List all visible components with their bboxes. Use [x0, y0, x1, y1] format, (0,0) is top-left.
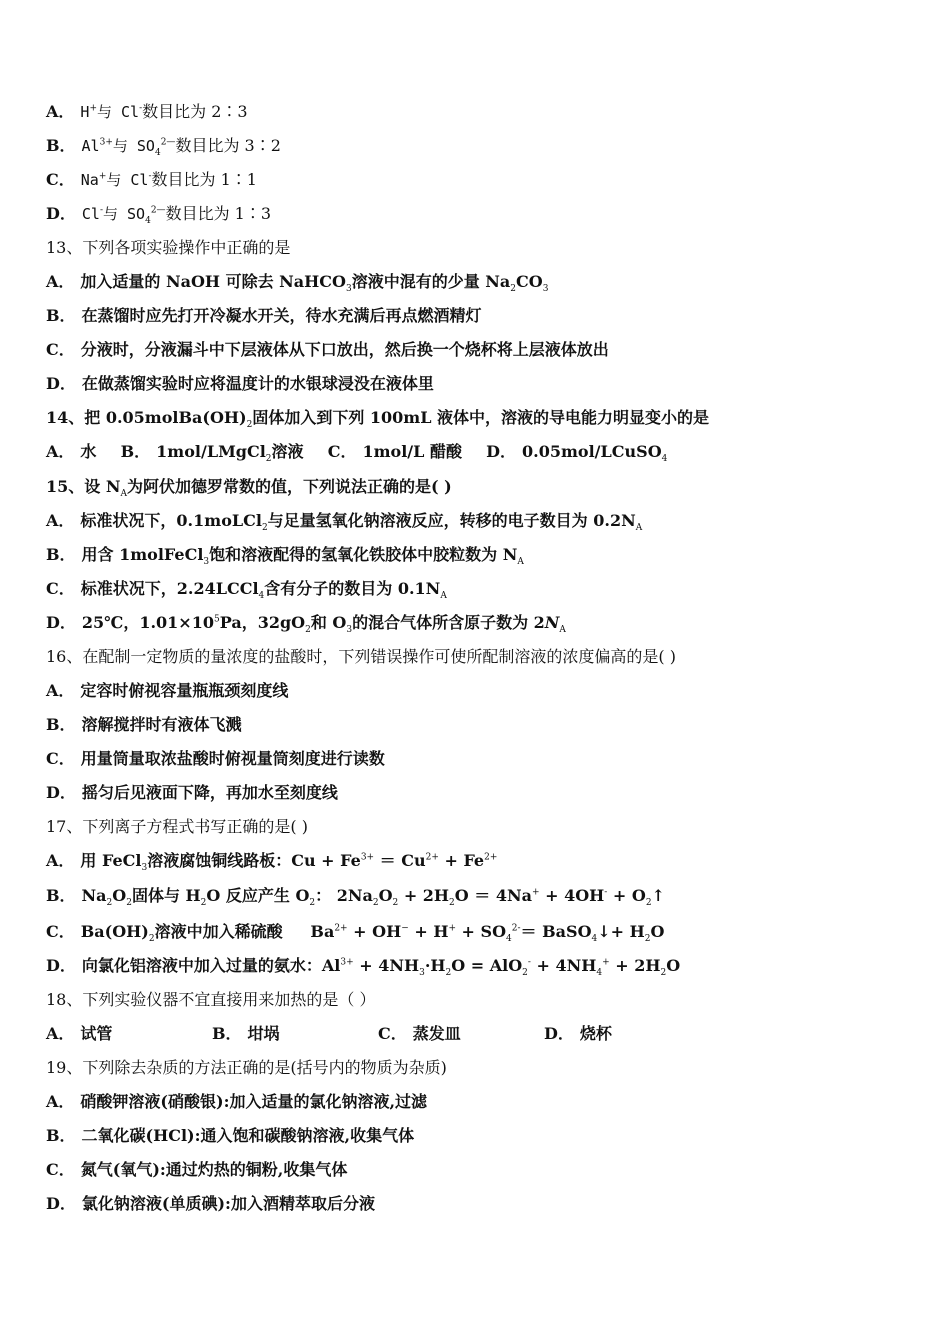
- q15-option-a: A． 标准状况下，0.1moLCl$_2$与足量氢氧化钠溶液反应，转移的电子数目为 $0.2N_A$: [46, 511, 643, 534]
- q13-option-d: D． 在做蒸馏实验时应将温度计的水银球浸没在液体里: [46, 374, 434, 393]
- q18-option-c: C． 蒸发皿: [378, 1024, 461, 1043]
- q15-option-b: B． 用含 1molFeCl$_3$饱和溶液配得的氢氧化铁胶体中胶粒数为 $N_A$: [46, 545, 524, 568]
- q12-option-c: C． Na+与 Cl-数目比为 1∶1: [46, 170, 257, 189]
- q13-option-a: A． 加入适量的 NaOH 可除去 NaHCO$_3$溶液中混有的少量 $Na_2CO_3$: [46, 272, 549, 295]
- q19-stem: 19、下列除去杂质的方法正确的是(括号内的物质为杂质): [46, 1058, 447, 1077]
- q15-stem: 15、设 $N_A$为阿伏加德罗常数的值，下列说法正确的是( ): [46, 477, 452, 500]
- q17-option-d: D． 向氯化铝溶液中加入过量的氨水：$Al^{3+} + 4NH_3\cdot H_2O = AlO_2^- + 4NH_4^+ + 2H_2O$: [46, 956, 681, 979]
- q14-options: A． 水 B． 1mol/LMgCl$_2$溶液 C． 1mol/L 醋酸 D． 0.05mol/LCuSO$_4$: [46, 442, 668, 465]
- q15-option-d: D． 25℃，$1.01\times 10^5Pa$，$32gO_2$和 $O_3$的混合气体所含原子数为 $2N_A$: [46, 613, 566, 636]
- q17-option-b: B． $Na_2O_2$固体与 $H_2O$ 反应产生 $O_2$： $2Na_2O_2 + 2H_2O = 4Na^+ + 4OH^-$ + $O_2↑$: [46, 886, 665, 909]
- q19-option-c: C． 氮气(氧气):通过灼热的铜粉,收集气体: [46, 1160, 348, 1179]
- q12-option-d: D． Cl-与 $SO_4^{2—}$数目比为 1∶3: [46, 204, 272, 227]
- q17-option-c: C． $Ba(OH)_2$溶液中加入稀硫酸 $Ba^{2+} + OH^- + H^+ + SO_4^{2-}=$ BaSO$_4$↓+ $H_2O$: [46, 922, 665, 945]
- q15-option-c: C． 标准状况下，2.24LCCl$_4$含有分子的数目为 $0.1N_A$: [46, 579, 447, 602]
- q16-option-d: D． 摇匀后见液面下降，再加水至刻度线: [46, 783, 338, 802]
- q18-stem: 18、下列实验仪器不宜直接用来加热的是（ ）: [46, 990, 376, 1009]
- q17-option-a: A． 用 FeCl$_3$溶液腐蚀铜线路板：$Cu + Fe^{3+} = Cu^{2+} + Fe^{2+}$: [46, 851, 498, 874]
- q17-stem: 17、下列离子方程式书写正确的是( ): [46, 817, 308, 836]
- q16-stem: 16、在配制一定物质的量浓度的盐酸时，下列错误操作可使所配制溶液的浓度偏高的是( ): [46, 647, 676, 666]
- q19-option-a: A． 硝酸钾溶液(硝酸银):加入适量的氯化钠溶液,过滤: [46, 1092, 428, 1111]
- q13-option-b: B． 在蒸馏时应先打开冷凝水开关，待水充满后再点燃酒精灯: [46, 306, 482, 325]
- q18-option-b: B． 坩埚: [212, 1024, 280, 1043]
- q18-option-d: D． 烧杯: [544, 1024, 612, 1043]
- q19-option-d: D． 氯化钠溶液(单质碘):加入酒精萃取后分液: [46, 1194, 375, 1213]
- q16-option-a: A． 定容时俯视容量瓶瓶颈刻度线: [46, 681, 289, 700]
- q16-option-c: C． 用量筒量取浓盐酸时俯视量筒刻度进行读数: [46, 749, 385, 768]
- q18-option-a: A． 试管: [46, 1024, 113, 1043]
- q14-stem: 14、把 $0.05molBa(OH)_2$固体加入到下列 100mL 液体中，溶液的导电能力明显变小的是: [46, 408, 710, 431]
- q18-options: [46, 1021, 612, 1047]
- q16-option-b: B． 溶解搅拌时有液体飞溅: [46, 715, 242, 734]
- q12-option-b: B． $Al^{3+}$与 $SO_4^{2—}$数目比为 3∶2: [46, 136, 281, 159]
- q13-option-c: C． 分液时，分液漏斗中下层液体从下口放出，然后换一个烧杯将上层液体放出: [46, 340, 609, 359]
- q19-option-b: B． 二氧化碳(HCl):通入饱和碳酸钠溶液,收集气体: [46, 1126, 415, 1145]
- q12-option-a: A． H+与 Cl-数目比为 2∶3: [46, 102, 248, 121]
- q13-stem: 13、下列各项实验操作中正确的是: [46, 238, 291, 257]
